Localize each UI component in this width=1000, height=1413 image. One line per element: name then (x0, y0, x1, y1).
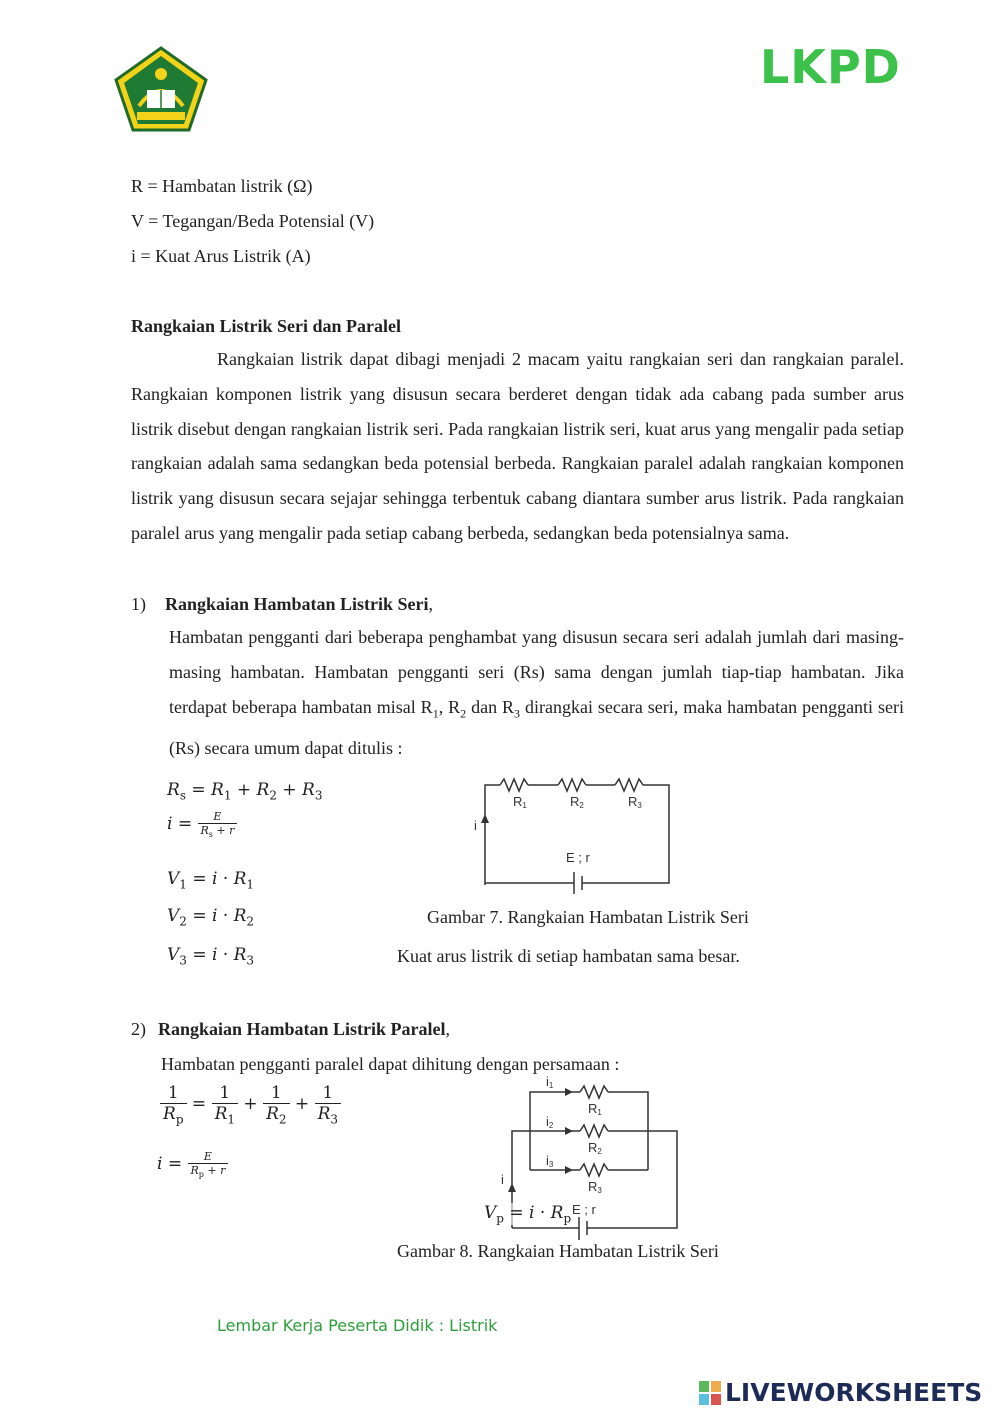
series-heading (131, 593, 433, 615)
formula-v3: $V_3 = i \cdot R_3$ (167, 945, 255, 968)
svg-text:R1 (513, 794, 527, 810)
parallel-caption: Gambar 8. Rangkaian Hambatan Listrik Seri (397, 1241, 719, 1261)
series-caption: Gambar 7. Rangkaian Hambatan Listrik Seri (427, 907, 749, 927)
label-current: i (474, 818, 477, 833)
parallel-number: 2) (131, 1019, 146, 1039)
label-i3-sub: 3 (548, 1160, 554, 1169)
lkpd-badge: LKPD (760, 40, 901, 94)
liveworksheets-text: LIVEWORKSHEETS (725, 1378, 983, 1407)
svg-text:R1: R1 (588, 1101, 602, 1117)
svg-text:R2 (570, 794, 584, 810)
label-source-parallel: E ; r (572, 1202, 596, 1217)
series-para-part: Hambatan pengganti dari beberapa penghambat yang disusun secara seri adalah jumlah dari masing-masing hambatan. Hambatan pengganti seri (Rs) sama dengan jumlah tiap-tiap hambatan. Jika terdapat beberapa hambatan misal R (169, 627, 904, 717)
svg-text:i2 (546, 1114, 554, 1130)
series-title: Rangkaian Hambatan Listrik Seri (165, 594, 429, 614)
series-title-suffix: , (428, 594, 434, 614)
sub-3: 3 (514, 706, 521, 721)
svg-text:i1 (546, 1074, 554, 1090)
label-i3: i (546, 1153, 549, 1168)
label-r1: R (513, 794, 523, 809)
svg-text:R3 (628, 794, 642, 810)
sub-2: 2 (460, 706, 467, 721)
parallel-intro: Hambatan pengganti paralel dapat dihitung dengan persamaan : (161, 1054, 620, 1074)
label-i1: i (546, 1074, 549, 1089)
definition-i: i = Kuat Arus Listrik (A) (131, 246, 311, 266)
label-i1-sub: 1 (548, 1081, 554, 1090)
formula-v1: $V_1 = i \cdot R_1$ (167, 869, 255, 892)
series-circuit-diagram (470, 770, 680, 895)
ministry-logo (113, 46, 209, 132)
svg-text:i3 (546, 1153, 554, 1169)
svg-text:R3: R3 (588, 1179, 602, 1195)
label-r2-sub: 2 (579, 801, 584, 810)
label-source: E ; r (566, 850, 590, 865)
label-i2: i (546, 1114, 549, 1129)
section-paragraph: Rangkaian listrik dapat dibagi menjadi 2 macam yaitu rangkaian seri dan rangkaian paralel. Rangkaian komponen listrik yang disusun secara berderet dengan tidak ada cabang pada sumber arus listrik disebut dengan rangkaian listrik seri. Pada rangkaian listrik seri, kuat arus yang mengalir pada setiap rangkaian adalah sama sedangkan beda potensial berbeda. Rangkaian paralel adalah rangkaian komponen listrik yang disusun secara sejajar sehingga terbentuk cabang diantara sumber arus listrik. Pada rangkaian paralel arus yang mengalir pada setiap cabang berbeda, sedangkan beda potensialnya sama. (131, 349, 904, 543)
series-paragraph (169, 620, 904, 766)
label-i2-sub: 2 (548, 1121, 554, 1130)
label-r3: R (628, 794, 638, 809)
label-r2: R (570, 794, 580, 809)
liveworksheets-brand[interactable] (698, 1378, 982, 1407)
formula-rp: $\frac{1}{R_p}$ = $\frac{1}{R_1}$ + $\frac{1}{R_2}$ + $\frac{1}{R_3}$ (160, 1083, 341, 1126)
series-note: Kuat arus listrik di setiap hambatan sama besar. (397, 946, 740, 966)
svg-text:R2: R2 (588, 1140, 602, 1156)
formula-vp: $V_p = i \cdot R_p$ (484, 1203, 572, 1226)
definition-r: R = Hambatan listrik (Ω) (131, 176, 313, 196)
footer-text: Lembar Kerja Peserta Didik : Listrik (217, 1316, 498, 1335)
label-r3-sub: 3 (637, 801, 642, 810)
series-number: 1) (131, 594, 146, 614)
definition-v: V = Tegangan/Beda Potensial (V) (131, 211, 375, 231)
series-para-part: dan R (466, 696, 515, 717)
section-title: Rangkaian Listrik Seri dan Paralel (131, 316, 402, 336)
formula-v2: $V_2 = i \cdot R_2$ (167, 906, 255, 929)
parallel-title: Rangkaian Hambatan Listrik Paralel (158, 1019, 446, 1039)
series-para-part: dirangkai secara seri, maka hambatan pengganti seri (Rs) secara umum dapat ditulis : (169, 696, 904, 758)
formula-i-parallel: i = $\frac{E}{R_p + r}$ (157, 1150, 228, 1179)
formula-rs: $R_s = R_1 + R_2 + R_3$ (167, 780, 323, 803)
parallel-title-suffix: , (445, 1019, 451, 1039)
parallel-heading (131, 1018, 450, 1040)
sub-1: 1 (432, 706, 439, 721)
liveworksheets-icon (698, 1380, 722, 1406)
label-current-parallel: i (501, 1172, 504, 1187)
series-para-part: , R (438, 696, 461, 717)
label-r1-sub: 1 (522, 801, 527, 810)
formula-i-series: i = $\frac{E}{R_s + r}$ (167, 810, 237, 839)
